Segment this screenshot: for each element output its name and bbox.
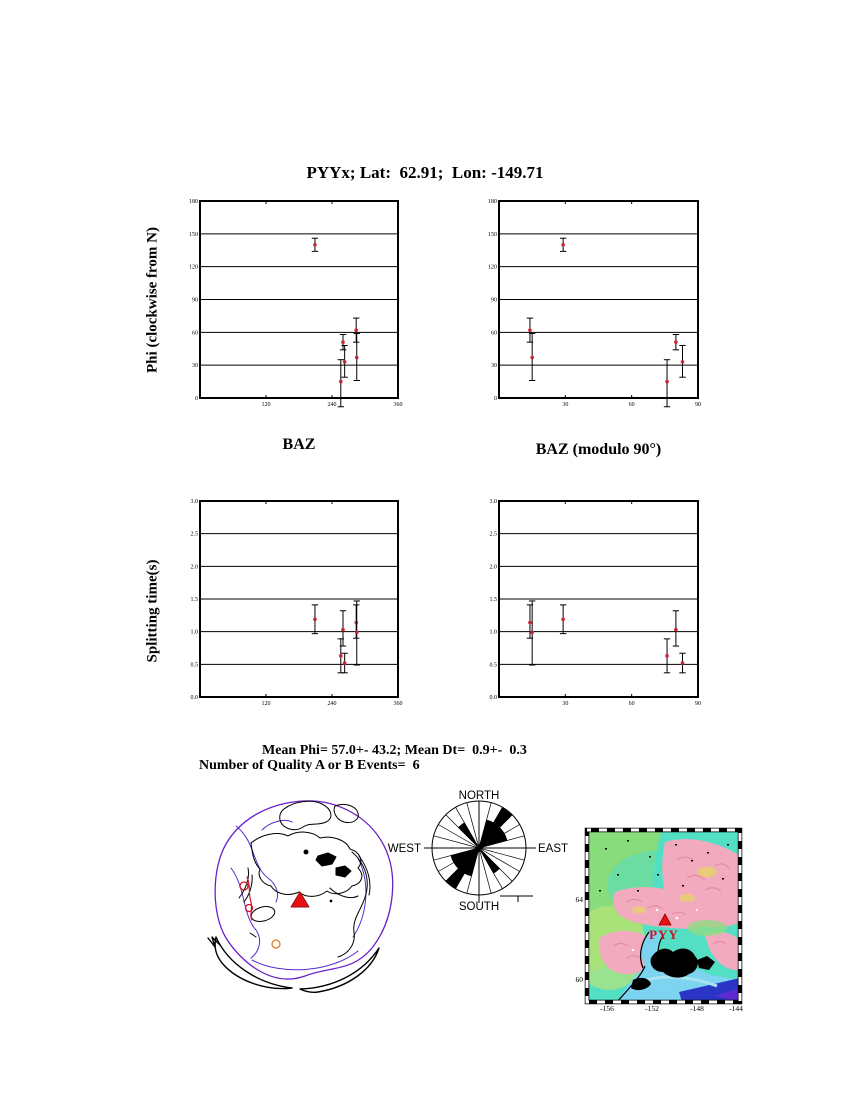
y-tick-label: 1.0 <box>489 629 497 636</box>
data-point <box>341 340 345 344</box>
data-point <box>354 328 358 332</box>
data-point <box>530 356 534 360</box>
event-count-text: Number of Quality A or B Events= 6 <box>199 758 420 773</box>
y-tick-label: 0.5 <box>190 662 198 669</box>
topo-map-terrain <box>571 830 740 1002</box>
y-tick-label: 120 <box>488 264 497 271</box>
y-tick-label: 0 <box>494 396 497 402</box>
data-point <box>313 617 317 621</box>
data-point <box>674 340 678 344</box>
rose-north-label: NORTH <box>458 790 500 802</box>
x-tick-label: 60 <box>628 701 635 707</box>
event-locations <box>240 877 280 948</box>
x-tick-label: 360 <box>393 701 403 707</box>
scatter-plots <box>189 199 701 707</box>
data-point <box>313 243 317 247</box>
station-label: PYY <box>649 927 679 942</box>
y-tick-label: 2.0 <box>489 564 497 571</box>
y-tick-label: 2.5 <box>190 531 198 538</box>
y-tick-label: 0.0 <box>489 695 497 701</box>
data-point <box>674 628 678 632</box>
data-point <box>528 328 532 332</box>
data-point <box>665 380 669 384</box>
y-tick-label: 90 <box>192 297 198 304</box>
plot-dt-vs-baz <box>191 499 403 707</box>
mean-phi-dt-text: Mean Phi= 57.0+- 43.2; Mean Dt= 0.9+- 0.3 <box>262 743 527 758</box>
x-tick-label: 120 <box>261 402 271 408</box>
rose-east-label: EAST <box>538 843 569 855</box>
plot-phi-vs-bazmod90 <box>488 199 701 408</box>
lon-tick-label: -152 <box>645 1004 659 1013</box>
rose-diagram <box>388 790 568 913</box>
data-point <box>561 243 565 247</box>
lon-tick-label: -144 <box>729 1004 743 1013</box>
y-tick-label: 60 <box>491 330 497 337</box>
rose-scale-bar <box>500 896 533 902</box>
world-map <box>208 801 393 992</box>
y-tick-label: 1.5 <box>489 597 497 603</box>
y-tick-label: 3.0 <box>190 499 198 505</box>
x-tick-label: 60 <box>628 402 635 408</box>
plot-phi-vs-baz <box>189 199 403 408</box>
plot-dt-vs-bazmod90 <box>490 499 702 707</box>
data-point <box>530 631 534 635</box>
data-point <box>681 360 685 364</box>
page-title: PYYx; Lat: 62.91; Lon: -149.71 <box>306 163 544 182</box>
y-tick-label: 1.5 <box>190 597 198 603</box>
data-point <box>561 617 565 621</box>
y-tick-label: 30 <box>192 363 198 370</box>
projection-edge-arcs <box>208 937 379 992</box>
data-point <box>339 380 343 384</box>
data-point <box>665 654 669 658</box>
y-tick-label: 150 <box>488 231 497 238</box>
y-tick-label: 0.5 <box>489 662 497 669</box>
x-tick-label: 240 <box>327 402 337 408</box>
y-tick-label: 0.0 <box>190 695 198 701</box>
y-axis-label-splitting-time: Splitting time(s) <box>144 559 161 663</box>
x-tick-label: 90 <box>695 402 701 408</box>
event-marker <box>272 940 280 948</box>
y-tick-label: 60 <box>192 330 198 337</box>
x-axis-label-baz: BAZ <box>282 436 316 453</box>
y-tick-label: 180 <box>488 199 497 205</box>
rose-west-label: WEST <box>387 843 421 855</box>
data-point <box>681 661 685 665</box>
x-tick-label: 120 <box>261 701 271 707</box>
data-point <box>354 621 358 625</box>
y-tick-label: 2.5 <box>489 531 497 538</box>
y-tick-label: 120 <box>189 264 198 271</box>
coastlines <box>239 801 370 957</box>
y-tick-label: 180 <box>189 199 198 205</box>
y-tick-label: 1.0 <box>190 629 198 636</box>
data-point <box>343 661 347 665</box>
lon-tick-label: -148 <box>690 1004 704 1013</box>
y-tick-label: 0 <box>195 396 198 402</box>
rose-south-label: SOUTH <box>458 901 500 913</box>
y-tick-label: 30 <box>491 363 497 370</box>
data-point <box>528 621 532 625</box>
data-point <box>355 356 359 360</box>
x-tick-label: 30 <box>562 701 569 707</box>
lon-tick-label: -156 <box>600 1004 614 1013</box>
lat-tick-label: 64 <box>575 895 583 904</box>
topo-map <box>571 830 743 1013</box>
y-tick-label: 90 <box>491 297 497 304</box>
data-point <box>343 360 347 364</box>
event-marker <box>240 882 248 890</box>
x-tick-label: 240 <box>327 701 337 707</box>
y-tick-label: 3.0 <box>489 499 497 505</box>
y-tick-label: 150 <box>189 231 198 238</box>
x-axis-label-baz-mod90: BAZ (modulo 90°) <box>535 441 662 458</box>
x-tick-label: 30 <box>562 402 569 408</box>
x-tick-label: 360 <box>393 402 403 408</box>
x-tick-label: 90 <box>695 701 701 707</box>
lat-tick-label: 60 <box>575 975 583 984</box>
data-point <box>341 628 345 632</box>
y-tick-label: 2.0 <box>190 564 198 571</box>
data-point <box>355 631 359 635</box>
y-axis-label-phi: Phi (clockwise from N) <box>144 227 161 373</box>
data-point <box>339 654 343 658</box>
